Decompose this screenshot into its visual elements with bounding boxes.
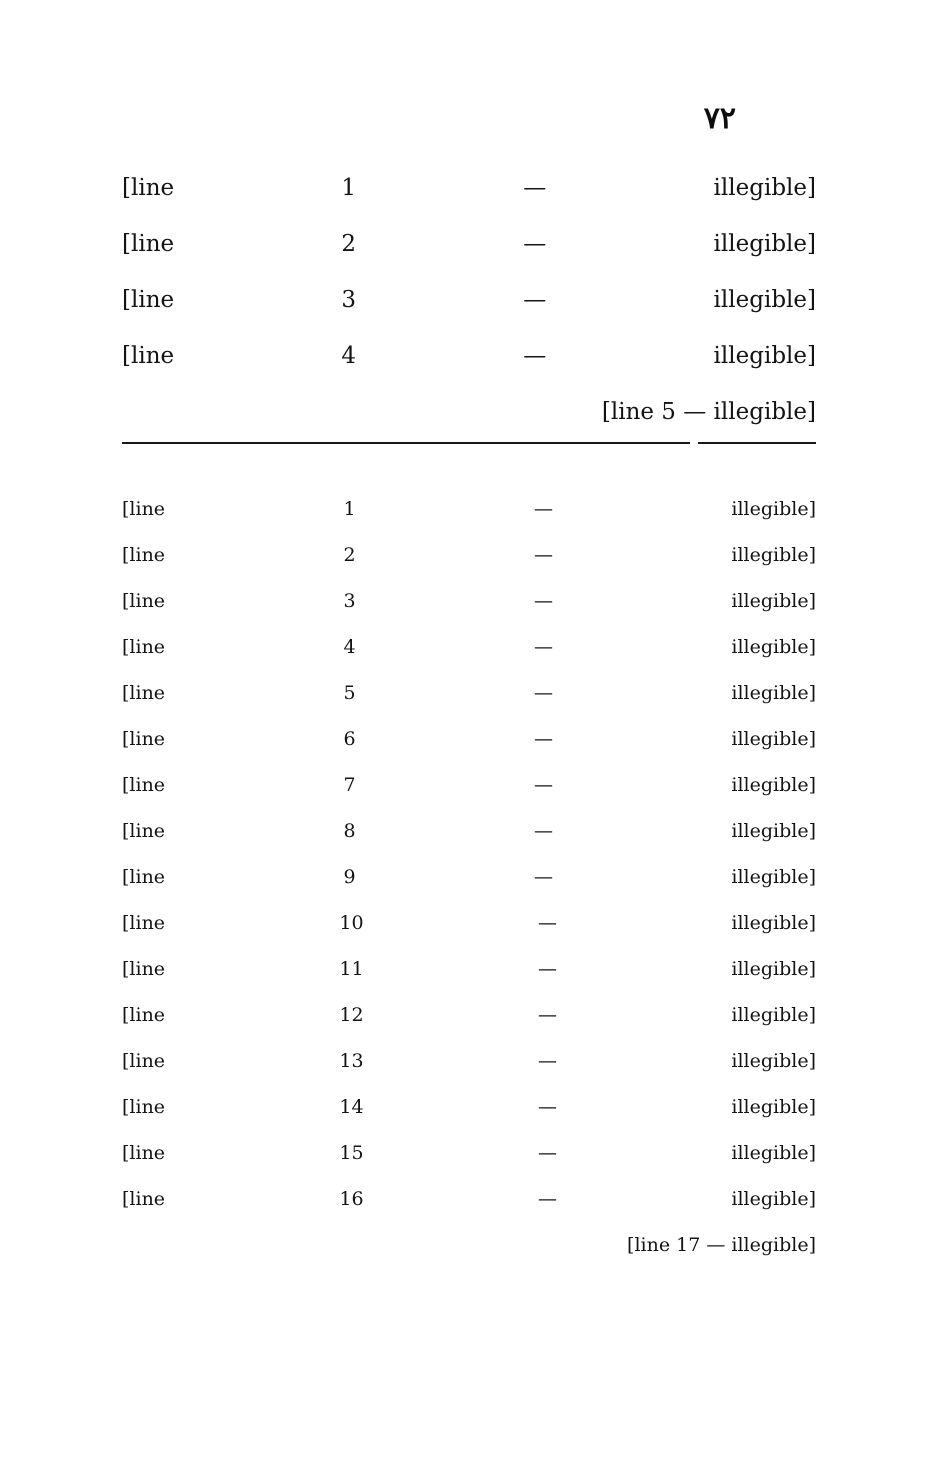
page-number: ٧٢	[703, 101, 736, 136]
commentary-line: [line 12 — illegible]	[122, 1004, 816, 1026]
separator-rule-long	[122, 442, 690, 444]
commentary-line: [line 17 — illegible]	[627, 1234, 816, 1256]
main-text-line: [line 4 — illegible]	[122, 343, 816, 369]
main-text-line: [line 1 — illegible]	[122, 175, 816, 201]
commentary-line: [line 13 — illegible]	[122, 1050, 816, 1072]
commentary-line: [line 1 — illegible]	[122, 498, 816, 520]
commentary-line: [line 16 — illegible]	[122, 1188, 816, 1210]
commentary-line: [line 2 — illegible]	[122, 544, 816, 566]
commentary-line: [line 4 — illegible]	[122, 636, 816, 658]
separator-rule-short	[698, 442, 816, 444]
commentary-line: [line 15 — illegible]	[122, 1142, 816, 1164]
main-text-line: [line 5 — illegible]	[601, 399, 816, 425]
commentary-line: [line 3 — illegible]	[122, 590, 816, 612]
main-text-line: [line 2 — illegible]	[122, 231, 816, 257]
commentary-line: [line 8 — illegible]	[122, 820, 816, 842]
commentary-line: [line 5 — illegible]	[122, 682, 816, 704]
text-separator-rule	[122, 442, 816, 444]
commentary-line: [line 11 — illegible]	[122, 958, 816, 980]
main-text-line: [line 3 — illegible]	[122, 287, 816, 313]
main-text-block	[122, 160, 816, 440]
commentary-line: [line 9 — illegible]	[122, 866, 816, 888]
commentary-line: [line 10 — illegible]	[122, 912, 816, 934]
commentary-line: [line 7 — illegible]	[122, 774, 816, 796]
commentary-line: [line 6 — illegible]	[122, 728, 816, 750]
commentary-text-block	[122, 486, 816, 1268]
commentary-line: [line 14 — illegible]	[122, 1096, 816, 1118]
